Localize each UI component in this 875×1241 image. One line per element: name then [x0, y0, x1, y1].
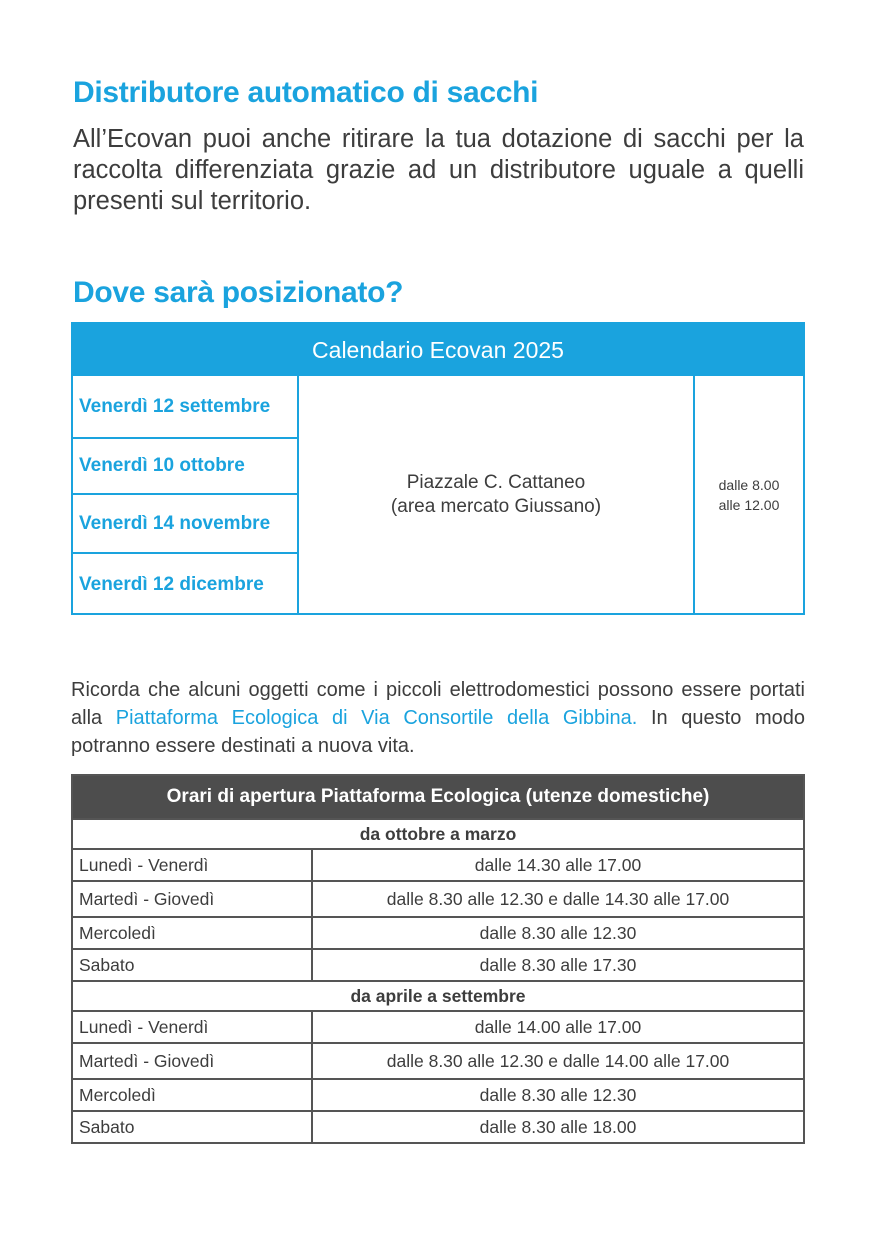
- time-cell: dalle 8.30 alle 12.30: [312, 917, 804, 949]
- calendar-title: Calendario Ecovan 2025: [73, 324, 803, 376]
- reminder-paragraph: [71, 676, 805, 760]
- hours-table: [71, 774, 805, 1144]
- reminder-text-end: In questo modo potranno essere destinati a nuova vita.: [71, 707, 805, 757]
- place-name: Piazzale C. Cattaneo: [406, 471, 586, 493]
- place-detail: (area mercato Giussano): [390, 495, 602, 517]
- day-cell: Martedì - Giovedì: [72, 881, 312, 917]
- season-label: da ottobre a marzo: [72, 819, 804, 849]
- time-cell: dalle 8.30 alle 17.30: [312, 949, 804, 981]
- season-label: da aprile a settembre: [72, 981, 804, 1011]
- heading-distributore: Distributore automatico di sacchi: [73, 76, 539, 109]
- calendar-place: [299, 376, 695, 613]
- reminder-text: Ricorda che alcuni oggetti come i piccoli elettrodomestici possono essere portati alla: [71, 679, 805, 729]
- time-cell: dalle 14.00 alle 17.00: [312, 1011, 804, 1043]
- time-cell: dalle 14.30 alle 17.00: [312, 849, 804, 881]
- time-end: alle 12.00: [718, 496, 780, 513]
- hours-title: Orari di apertura Piattaforma Ecologica (utenze domestiche): [72, 775, 804, 819]
- calendar-table: [71, 322, 805, 615]
- day-cell: Mercoledì: [72, 917, 312, 949]
- time-cell: dalle 8.30 alle 18.00: [312, 1111, 804, 1143]
- time-start: dalle 8.00: [718, 476, 780, 493]
- calendar-date: Venerdì 10 ottobre: [73, 439, 297, 495]
- calendar-date: Venerdì 12 dicembre: [79, 573, 264, 595]
- calendar-time: [695, 376, 803, 613]
- calendar-dates-column: [73, 376, 299, 613]
- time-cell: dalle 8.30 alle 12.30 e dalle 14.30 alle 17.00: [312, 881, 804, 917]
- day-cell: Lunedì - Venerdì: [72, 849, 312, 881]
- day-cell: Sabato: [72, 1111, 312, 1143]
- day-cell: Mercoledì: [72, 1079, 312, 1111]
- time-cell: dalle 8.30 alle 12.30: [312, 1079, 804, 1111]
- intro-paragraph: All’Ecovan puoi anche ritirare la tua dotazione di sacchi per la raccolta differenziata grazie ad un distributore uguale a quelli presenti sul territorio.: [73, 125, 804, 215]
- day-cell: Sabato: [72, 949, 312, 981]
- day-cell: Martedì - Giovedì: [72, 1043, 312, 1079]
- day-cell: Lunedì - Venerdì: [72, 1011, 312, 1043]
- time-cell: dalle 8.30 alle 12.30 e dalle 14.00 alle 17.00: [312, 1043, 804, 1079]
- piattaforma-link: Piattaforma Ecologica di Via Consortile della Gibbina.: [115, 707, 638, 729]
- heading-dove: Dove sarà posizionato?: [73, 276, 404, 309]
- calendar-date: Venerdì 12 settembre: [73, 376, 297, 439]
- calendar-date: Venerdì 14 novembre: [73, 495, 297, 554]
